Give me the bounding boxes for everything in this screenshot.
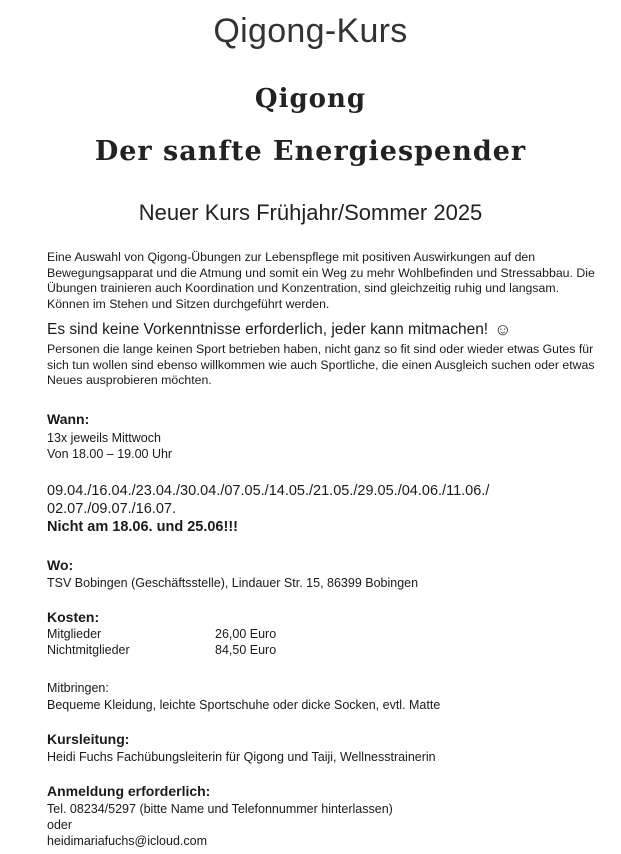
cost-value-nonmembers: 84,50 Euro [215, 643, 277, 657]
decorative-heading-qigong: Qigong [254, 84, 367, 114]
intro-paragraph: Eine Auswahl von Qigong-Übungen zur Lebenspflege mit positiven Auswirkungen auf den Bewegungsapparat und die Atmung und somit ein Weg zu mehr Wohlbefinden und Stressabbau. Die Übungen trainieren auch Koordination und Konzentration, sind gleichzeitig ruhig und langsam. Können im Stehen und Sitzen durchgeführt werden. [47, 250, 595, 311]
smiley-icon: ☺ [494, 320, 512, 339]
emphasis-line [47, 320, 607, 340]
kursleitung-heading: Kursleitung: [47, 731, 130, 747]
cost-label-members: Mitglieder [47, 627, 102, 641]
anmeldung-or: oder [47, 818, 73, 832]
kosten-heading: Kosten: [47, 609, 100, 625]
cost-value-members: 26,00 Euro [215, 627, 277, 641]
emphasis-text: Es sind keine Vorkenntnisse erforderlich, jeder kann mitmachen! [47, 321, 489, 338]
anmeldung-heading: Anmeldung erforderlich: [47, 783, 211, 799]
anmeldung-phone: Tel. 08234/5297 (bitte Name und Telefonnummer hinterlassen) [47, 802, 393, 816]
mitbringen-heading: Mitbringen: [47, 681, 109, 695]
decorative-heading-energiespender: Der sanfte Energiespender [94, 136, 527, 167]
anmeldung-email[interactable]: heidimariafuchs@icloud.com [47, 834, 207, 848]
wann-heading: Wann: [47, 411, 90, 427]
wo-address: TSV Bobingen (Geschäftsstelle), Lindauer Str. 15, 86399 Bobingen [47, 576, 419, 590]
dates-line-2: 02.07./09.07./16.07. [47, 501, 176, 517]
wann-weekday: 13x jeweils Mittwoch [47, 431, 161, 445]
dates-notice: Nicht am 18.06. und 25.06!!! [47, 519, 238, 535]
course-subtitle: Neuer Kurs Frühjahr/Sommer 2025 [138, 200, 483, 225]
wo-heading: Wo: [47, 557, 74, 573]
page-title: Qigong-Kurs [213, 12, 408, 50]
mitbringen-text: Bequeme Kleidung, leichte Sportschuhe oder dicke Socken, evtl. Matte [47, 698, 441, 712]
cost-label-nonmembers: Nichtmitglieder [47, 643, 130, 657]
audience-paragraph: Personen die lange keinen Sport betrieben haben, nicht ganz so fit sind oder wieder etwas Gutes für sich tun wollen sind ebenso willkommen wie auch Sportliche, die einen Ausgleich suchen oder etwas Neues ausprobieren möchten. [47, 342, 595, 387]
dates-line-1: 09.04./16.04./23.04./30.04./07.05./14.05./21.05./29.05./04.06./11.06./ [47, 483, 490, 499]
kursleitung-text: Heidi Fuchs Fachübungsleiterin für Qigong und Taiji, Wellnesstrainerin [47, 750, 436, 764]
wann-time: Von 18.00 – 19.00 Uhr [47, 447, 173, 461]
